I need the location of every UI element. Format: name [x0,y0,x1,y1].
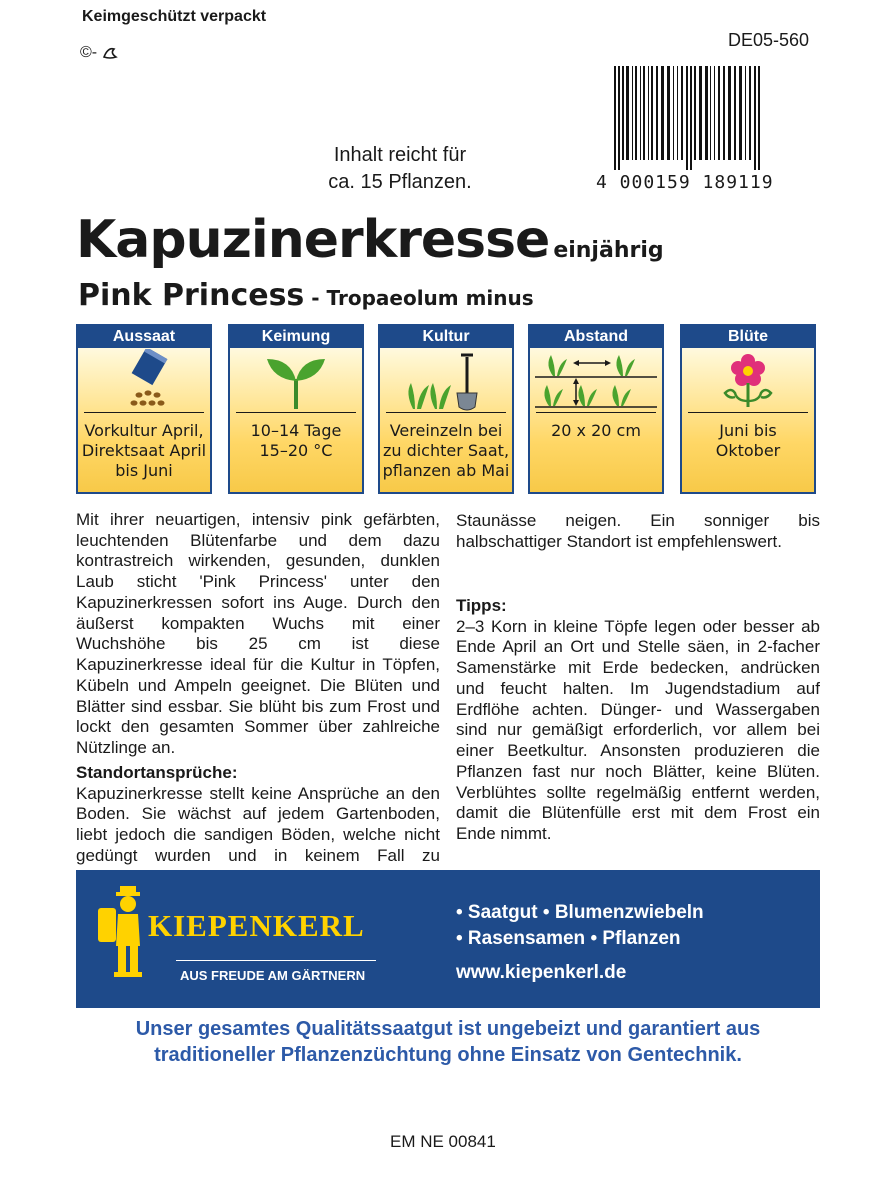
barcode-bar [648,66,649,160]
info-line: Oktober [715,441,781,460]
barcode-bar [699,66,702,160]
barcode-bar [667,66,670,160]
copyright-text: ©- [80,44,98,61]
barcode-bar [618,66,620,170]
brand-slogan: AUS FREUDE AM GÄRTNERN [180,968,366,983]
barcode-bar [622,66,624,160]
barcode-bar [705,66,708,160]
content-note-line2: ca. 15 Pflanzen. [328,171,472,193]
product-range-line2: • Rasensamen • Pflanzen [456,928,681,949]
brand-banner [76,870,820,1008]
tips-text: 2–3 Korn in kleine Töpfe legen oder besser ab Ende April an Ort und Stelle säen, in 2-facher Samenstärke mit Erde bedecken, andrücken und feucht halten. Im Jugendstadium auf Erdflöhe achten. Dünger- und Wassergaben sind nur gemäßigt erforderlich, vor allem bei einer Beetkultur. Ansonsten produzieren die Pflanzen fast nur noch Blätter, keine Blüten. Verblühtes sollte regelmäßig entfernt werden, damit die Blütenfülle erst mit dem Frost ein Ende nimmt. [456,616,820,844]
plants-shovel-icon [380,348,512,412]
barcode-bar [758,66,760,170]
barcode-number: 4 000159 189119 [596,172,774,193]
barcode-bar [734,66,736,160]
barcode-bar [686,66,688,170]
copyright-mark [80,44,118,62]
location-text-continued [456,510,820,592]
info-box-title: Keimung [230,326,362,348]
barcode-bar [635,66,637,160]
info-line: 10–14 Tage [250,421,342,440]
info-box-title: Blüte [682,326,814,348]
quality-line2: traditioneller Pflanzenzüchtung ohne Einsatz von Gentechnik. [154,1044,742,1066]
barcode-bar [673,66,674,160]
info-box-text [380,413,512,481]
annual-label: einjährig [553,238,664,263]
info-line: pflanzen ab Mai [382,461,510,480]
info-line: Vereinzeln bei [389,421,503,440]
barcode-bar [749,66,751,160]
barcode-bar [661,66,664,160]
article-code: DE05-560 [728,30,810,50]
info-box-spacing [528,324,664,494]
brand-website-link[interactable]: www.kiepenkerl.de [456,962,627,983]
barcode-bar [614,66,616,170]
packaging-note: Keimgeschützt verpackt [82,8,267,25]
info-box-cultivation [378,324,514,494]
barcode-bar [754,66,756,170]
brand-name: KIEPENKERL [148,908,365,943]
barcode-bar [745,66,746,160]
barcode-bar [714,66,715,160]
variety-name: Pink Princess [78,278,305,313]
info-line: Juni bis [719,421,777,440]
info-line: 20 x 20 cm [551,421,641,440]
barcode-bar [710,66,711,160]
product-title-row [76,210,664,270]
info-line: Vorkultur April, [84,421,204,440]
info-box-text [78,413,210,481]
description-intro: Mit ihrer neuartigen, intensiv pink gefärbten, leuchtenden Blütenfarbe und dem dazu kontrastreich wirkenden, gesunden, dunklen Laub sticht 'Pink Princess' unter den Kapuzinerkressen sofort ins Auge. Durch den äußerst kompakten Wuchs mit einer Wuchshöhe bis 25 cm ist diese Kapuzinerkresse ideal für die Kultur in Töpfen, Kübeln und Ampeln geeignet. Die Blüten und Blätter sind essbar. Sie blüht bis zum Frost und lockt den gesamten Sommer über zahlreiche Nützlinge an. [76,510,440,758]
footer-code: EM NE 00841 [390,1132,496,1151]
info-box-title: Aussaat [78,326,210,348]
flower-icon [682,348,814,412]
copyright-logo-icon [102,47,118,59]
seedling-icon [230,348,362,412]
info-box-germination [228,324,364,494]
barcode-bar [723,66,725,160]
info-box-title: Abstand [530,326,662,348]
product-range-line1: • Saatgut • Blumenzwiebeln [456,902,704,923]
info-box-title: Kultur [380,326,512,348]
info-line: bis Juni [115,461,173,480]
info-line: Direktsaat April [81,441,207,460]
seed-packet-icon [78,348,210,412]
product-title: Kapuzinerkresse [76,210,550,270]
content-note-line1: Inhalt reicht für [333,144,467,166]
barcode-bar [651,66,653,160]
botanical-name: - Tropaeolum minus [304,286,534,310]
barcode-bar [718,66,720,160]
barcode-bar [739,66,742,160]
description-right-column [456,510,820,845]
content-note [300,142,500,196]
barcode-bar [681,66,683,160]
barcode-bar [728,66,731,160]
barcode-bar [626,66,629,160]
info-box-bloom [680,324,816,494]
info-line: 15–20 °C [259,441,333,460]
quality-statement [76,1016,820,1068]
location-text-overflow: Staunässe neigen. Ein sonniger bis halbschattiger Standort ist empfehlenswert. [456,510,820,551]
info-box-text [682,413,814,461]
info-line: zu dichter Saat, [382,441,510,460]
location-text: Kapuzinerkresse stellt keine Ansprüche an den Boden. Sie wächst auf jedem Gartenboden, liebt jedoch die sandigen Böden, welche nicht gedüngt wurden und in keinem Fall zu [76,783,440,865]
info-box-text [530,413,662,441]
info-box-sowing [76,324,212,494]
barcode-bar [694,66,696,160]
mascot-logo-icon [94,884,146,980]
spacing-icon [530,348,662,412]
barcode-bar [632,66,633,160]
product-subtitle-row [78,278,534,313]
barcode-bar [690,66,692,170]
location-heading: Standortansprüche: [76,762,238,782]
barcode-bar [677,66,678,160]
tips-heading: Tipps: [456,596,507,615]
barcode [610,66,824,170]
info-box-text [230,413,362,461]
quality-line1: Unser gesamtes Qualitätssaatgut ist ungebeizt und garantiert aus [135,1018,761,1040]
brand-divider [176,960,376,961]
barcode-bar [643,66,645,160]
description-left-column [76,510,440,866]
barcode-bar [656,66,658,160]
barcode-bar [640,66,641,160]
